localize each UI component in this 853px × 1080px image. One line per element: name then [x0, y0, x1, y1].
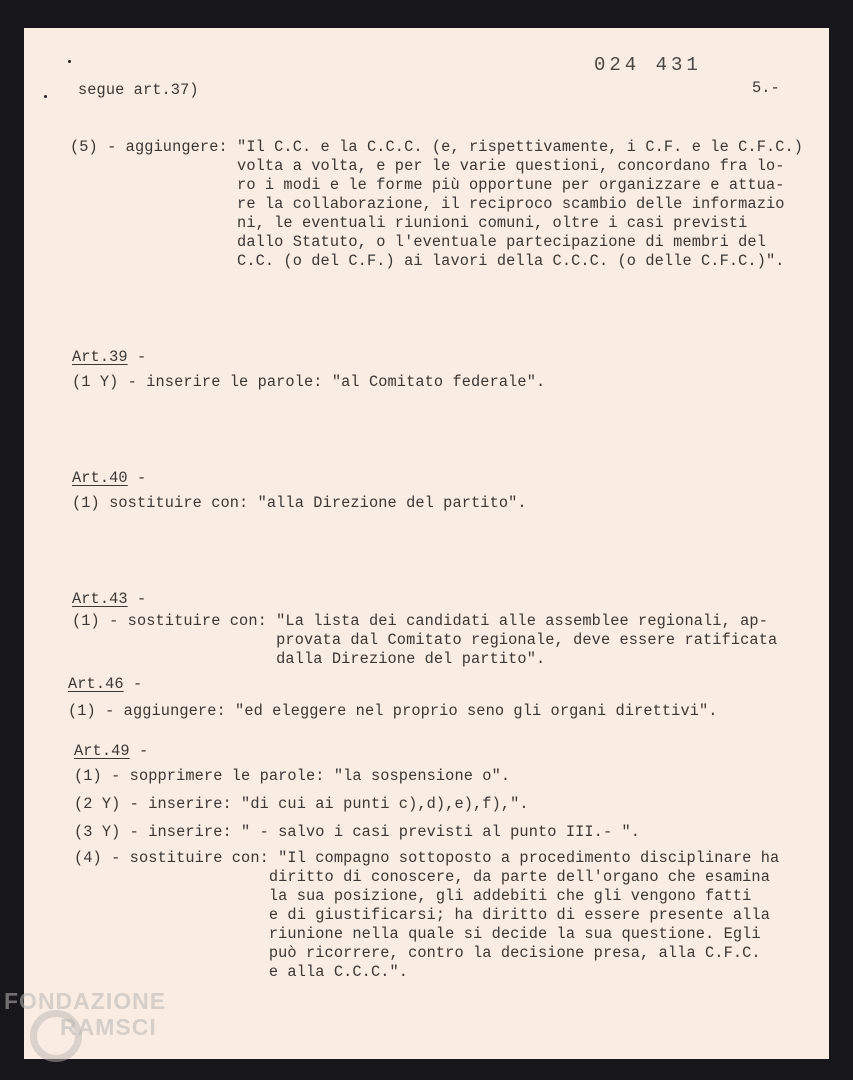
- page-number: 5.-: [752, 79, 780, 97]
- text-line: dalla Direzione del partito".: [72, 650, 546, 668]
- text-line: ni, le eventuali riunioni comuni, oltre i casi previsti: [70, 214, 748, 232]
- watermark-line-2: RAMSCI: [60, 1014, 157, 1040]
- text-line: dallo Statuto, o l'eventuale partecipazione di membri del: [70, 233, 766, 251]
- text-line: e di giustificarsi; ha diritto di essere presente alla: [74, 906, 770, 924]
- text-line: diritto di conoscere, da parte dell'organo che esamina: [74, 868, 770, 886]
- text-line: (1) - sostituire con: "La lista dei candidati alle assemblee regionali, ap-: [72, 612, 768, 630]
- document-page: [24, 28, 829, 1059]
- margin-dot: [68, 60, 71, 63]
- text-line: può ricorrere, contro la decisione presa, alla C.F.C.: [74, 944, 761, 962]
- text-line: provata dal Comitato regionale, deve essere ratificata: [72, 631, 778, 649]
- text-line: (4) - sostituire con: "Il compagno sottoposto a procedimento disciplinare ha: [74, 849, 780, 867]
- text-line: riunione nella quale si decide la sua questione. Egli: [74, 925, 761, 943]
- text-line: (2 Y) - inserire: "di cui ai punti c),d),e),f),".: [74, 795, 529, 813]
- fondazione-gramsci-watermark: [0, 988, 215, 1068]
- text-line: (1) - aggiungere: "ed eleggere nel proprio seno gli organi direttivi".: [68, 702, 718, 720]
- text-line: (1 Y) - inserire le parole: "al Comitato federale".: [72, 373, 546, 391]
- text-line: C.C. (o del C.F.) ai lavori della C.C.C. (o delle C.F.C.)".: [70, 252, 785, 270]
- text-line: (3 Y) - inserire: " - salvo i casi previsti al punto III.- ".: [74, 823, 641, 841]
- text-line: e alla C.C.C.".: [74, 963, 409, 981]
- margin-dot: [44, 95, 47, 98]
- article-heading: Art.49 -: [74, 742, 149, 760]
- text-line: la sua posizione, gli addebiti che gli vengono fatti: [74, 887, 752, 905]
- text-line: re la collaborazione, il reciproco scambio delle informazio: [70, 195, 785, 213]
- article-heading: Art.40 -: [72, 469, 147, 487]
- article-heading: Art.46 -: [68, 675, 143, 693]
- text-line: (5) - aggiungere: "Il C.C. e la C.C.C. (e, rispettivamente, i C.F. e le C.F.C.): [70, 138, 804, 156]
- article-heading: Art.39 -: [72, 348, 147, 366]
- text-line: (1) - sopprimere le parole: "la sospensione o".: [74, 767, 511, 785]
- text-line: volta a volta, e per le varie questioni, concordano fra lo-: [70, 157, 785, 175]
- article-heading: Art.43 -: [72, 590, 147, 608]
- text-line: (1) sostituire con: "alla Direzione del partito".: [72, 494, 527, 512]
- text-line: ro i modi e le forme più opportune per organizzare e attua-: [70, 176, 785, 194]
- watermark-line-1: FONDAZIONE: [4, 988, 167, 1014]
- header-continuation: segue art.37): [78, 81, 199, 99]
- archive-stamp-number: 024 431: [594, 54, 702, 76]
